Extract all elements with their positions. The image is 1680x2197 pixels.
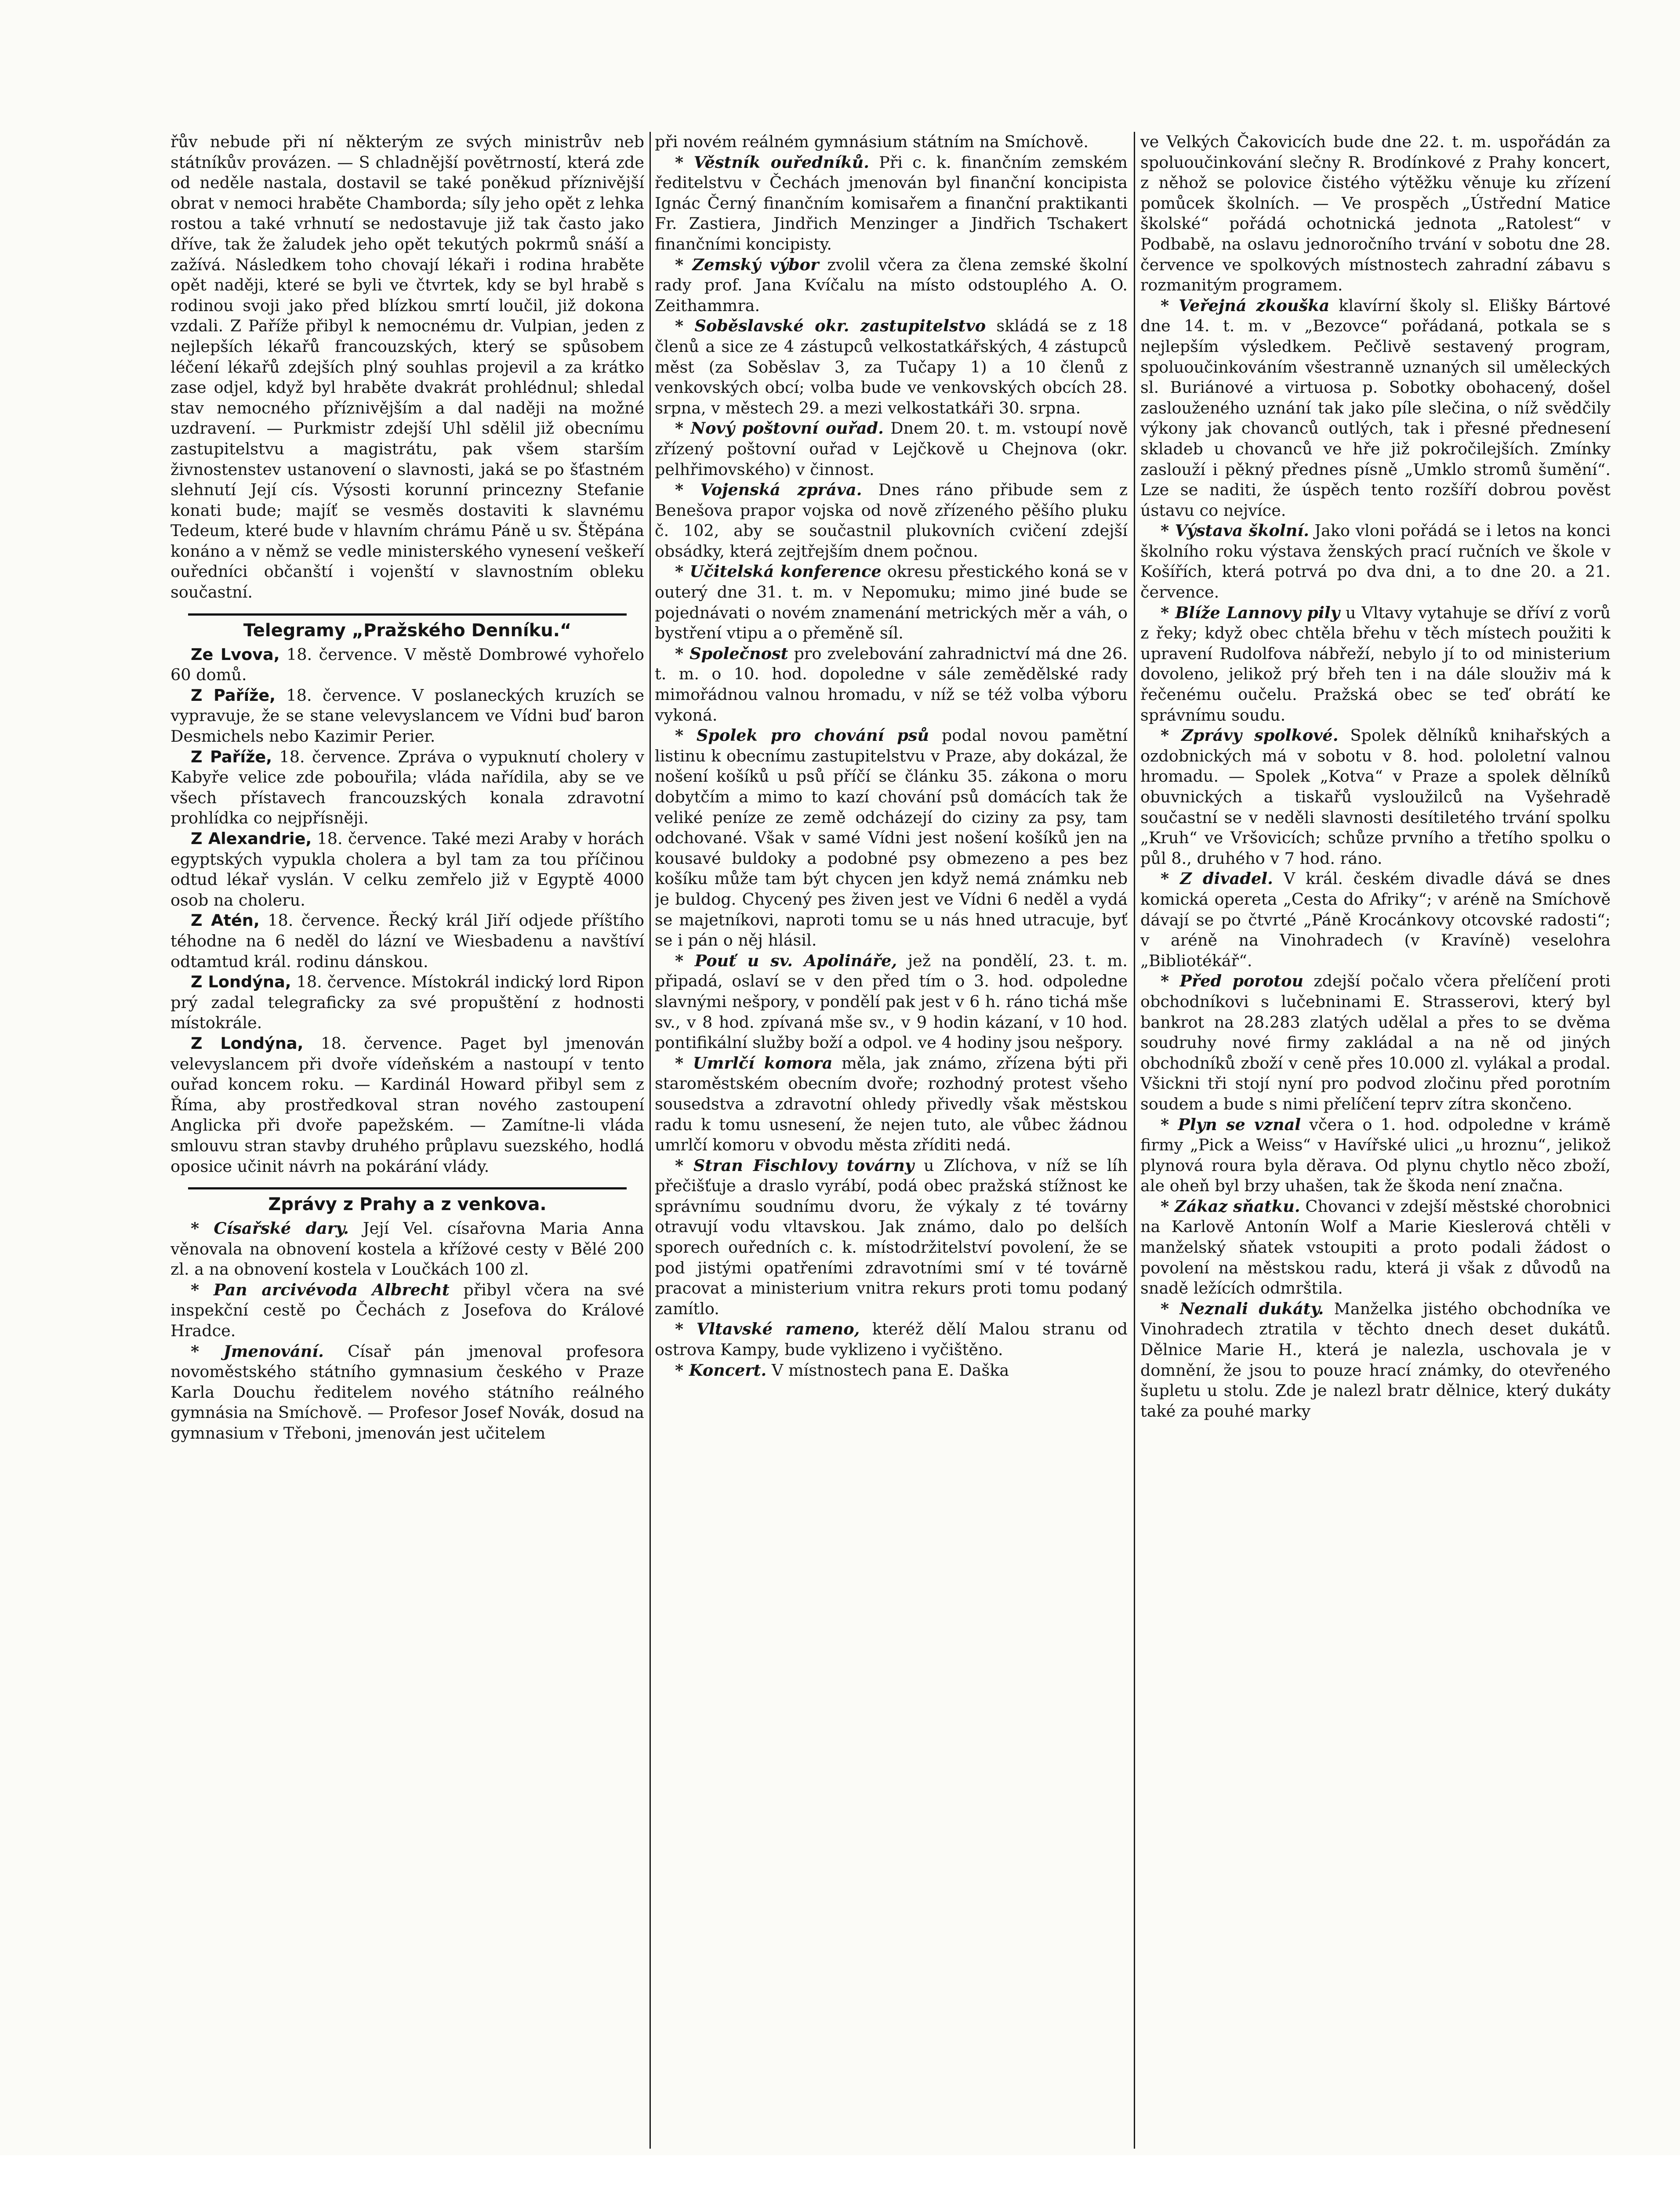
article-text: 18. července. Místokrál indický lord Ripon prý zadal telegraficky za své propuštění z hodnosti místokrále.: [171, 972, 644, 1033]
article-heading: * Zprávy spolkové.: [1161, 726, 1339, 745]
section-title: Telegramy „Pražského Denníku.“: [243, 620, 572, 641]
article-text: 18. července. V městě Dombrowé vyhořelo 60 domů.: [171, 645, 644, 685]
article-paragraph: [171, 1218, 644, 1280]
article-text: Spolek dělníků knihařských a ozdobnických má v sobotu v 8. hod. pololetní valnou hromadu. — Spolek „Kotva“ v Praze a spolek dělníků obuvnických a tiskařů vysloužilců na Vyšehradě součastní se v neděli slavnosti desítiletého trvání spolku „Kruh“ ve Vršovicích; schůze prvního a třetího spolku o půl 8., druhého v 7 hod. ráno.: [1140, 726, 1611, 868]
article-heading: * Jmenování.: [191, 1341, 324, 1361]
article-paragraph: [655, 316, 1128, 418]
column-divider: [650, 132, 651, 2149]
article-text: Dnes ráno přibude sem z Benešova prapor vojska od nově zřízeného pěšího pluku č. 102, aby se součastnil plukovních cvičení zdejší obsádky, která zejtřejším dnem počnou.: [655, 480, 1128, 561]
article-text: 18. července. Zpráva o vypuknutí cholery v Kabyře velice zde pobouřila; vláda nařídila, aby se ve všech přístavech francouzských konala zdravotní prohlídka co nejpřísněji.: [171, 747, 644, 828]
article-paragraph: [655, 951, 1128, 1053]
article-text: zvolil včera za člena zemské školní rady prof. Jana Kvíčalu na místo odstouplého A. O. Zeithammra.: [655, 255, 1128, 315]
article-heading: * Nový poštovní ouřad.: [675, 419, 884, 438]
article-text: u Zlíchova, v níž se líh přečišťuje a draslo vyrábí, podá obec pražská stížnost ke správnímu soudnímu dvoru, že výkaly z té továrny otravují vodu vltavskou. Jak známo, dalo po delších sporech ouředních c. k. místodržitelství povolení, že se pod jistými opatřeními zdravotními smí v té továrně pracovat a ministerium vnitra rekurs proti tomu podaný zamítlo.: [655, 1156, 1128, 1318]
article-text: 18. července. Řecký král Jiří odjede příštího téhodne na 6 neděl do lázní ve Wiesbadenu a navštíví odtamtud král. rodinu dánskou.: [171, 911, 644, 971]
article-text: přibyl včera na své inspekční cestě po Čechách z Josefova do Králové Hradce.: [171, 1280, 644, 1341]
article-paragraph: [171, 747, 644, 829]
article-paragraph: [1140, 603, 1611, 726]
article-heading: * Blíže Lannovy pily: [1161, 603, 1340, 622]
article-paragraph: [655, 1156, 1128, 1320]
article-text: 18. července. V poslaneckých kruzích se vypravuje, že se stane velevyslancem ve Vídni buď baron Desmichels nebo Kazimir Perier.: [171, 685, 644, 746]
article-paragraph: [171, 1033, 644, 1177]
article-paragraph: [1140, 521, 1611, 602]
article-text: Manželka jistého obchodníka ve Vinohradech ztratila v těchto dnech deset dukátů. Dělnice Marie H., která je nalezla, uschovala je v domnění, že jsou to pouze hrací známky, do otevřeného šupletu u stolu. Zde je nalezl bratr dělnice, který dukáty také za pouhé marky: [1140, 1299, 1611, 1421]
article-text: zdejší počalo včera přelíčení proti obchodníkovi s lučebninami E. Strasserovi, který byl bankrot na 28.283 zlatých udělal a přes to se dvěma soudruhy nové firmy zakládal a na ně od jiných obchodníků zboží v ceně přes 10.000 zl. vylákal a prodal. Všickni tři stojí nyní pro podvod zločinu před porotním soudem a bude s nimi přelíčení teprv zítra skončeno.: [1140, 972, 1611, 1113]
article-paragraph: [655, 644, 1128, 725]
article-paragraph: [655, 1360, 1128, 1381]
article-paragraph: [655, 725, 1128, 951]
article-text: Císař pán jmenoval profesora novoměstského státního gymnasium českého v Praze Karla Douchu ředitelem nového státního reálného gymnásia na Smíchově. — Profesor Josef Novák, dosud na gymnasium v Třeboni, jmenován jest učitelem: [171, 1341, 644, 1443]
article-paragraph: [655, 1053, 1128, 1156]
article-paragraph: [655, 132, 1128, 152]
dateline: Ze Lvova,: [191, 645, 280, 664]
dateline: Z Paříže,: [191, 747, 272, 766]
article-text: Dnem 20. t. m. vstoupí nově zřízený poštovní ouřad v Lejčkově u Chejnova (okr. pelhřimovského) v činnost.: [655, 419, 1128, 479]
article-heading: * Z divadel.: [1161, 869, 1273, 888]
page-margin: [0, 2155, 1680, 2197]
article-paragraph: [171, 972, 644, 1033]
article-heading: * Pouť u sv. Apolináře,: [675, 951, 897, 970]
article-heading: * Vltavské rameno,: [675, 1320, 860, 1339]
article-paragraph: [655, 562, 1128, 643]
article-text: 18. července. Paget byl jmenován velevyslancem při dvoře vídeňském a nastoupí v tento ouřad koncem roku. — Kardinál Howard přibyl sem z Říma, aby prostředkoval stran nového zastoupení Anglicka při dvoře papežském. — Zamítne-li vláda smlouvu stran stavby druhého průplavu suezského, hodlá oposice učinit návrh na pokárání vlády.: [171, 1033, 644, 1176]
article-text: klavírní školy sl. Elišky Bártové dne 14. t. m. v „Bezovce“ pořádaná, potkala se s nejlepším výsledkem. Pečlivě sestavený program, spoluoučinkováním všestranně uznaných sil uměleckých sl. Buriánové a virtuosa p. Sobotky obohacený, došel zaslouženého uznání tak jako píle slečina, o níž svědčily výkony jak chovanců outlých, tak i přesné přednesení skladeb u chovanců ve hře již pokročilejších. Zmínky zaslouží i pěkný přednes písně „Umklo stromů šumění“. Lze se naditi, že úspěch tento rozšíří dobrou pověst ústavu co nejvíce.: [1140, 296, 1611, 520]
article-text: podal novou pamětní listinu k obecnímu zastupitelstvu v Praze, aby dokázal, že nošení košíků u psů příčí se článku 35. zákona o moru dobytčím a mimo to kazí chování psů domácích tak že veliké peníze ze země odcházejí do ciziny za psy, tam odchované. Však v samé Vídni jest nošení košíků jen na kousavé buldoky a podobné psy obmezeno a pes bez košíku může tam být chycen jen když nemá známku neb je buldog. Chycený pes živen jest ve Vídni 6 neděl a vydá se majetníkovi, naproti tomu se u nás hned utracuje, byť se i pán o něj hlásil.: [655, 726, 1128, 950]
article-text: skládá se z 18 členů a sice ze 4 zástupců velkostatkářských, 4 zástupců měst (za Soběslav 3, za Tučapy 1) a 10 členů z venkovských obcí; volba bude ve venkovských obcích 28. srpna, v městech 29. a mezi velkostatkáři 30. srpna.: [655, 316, 1128, 417]
article-heading: * Koncert.: [675, 1360, 767, 1380]
article-paragraph: [171, 1341, 644, 1444]
dateline: Z Atén,: [191, 911, 260, 930]
article-heading: * Pan arcivévoda Albrecht: [191, 1280, 450, 1299]
article-text: Její Vel. císařovna Maria Anna věnovala na obnovení kostela a křížové cesty v Bělé 200 zl. a na obnovení kostela v Loučkách 100 zl.: [171, 1219, 644, 1279]
column-3: [1140, 132, 1611, 2153]
article-text: u Vltavy vytahuje se dříví z vorů z řeky; když obec chtěla břehu v těch místech použiti k upravení Rudolfova nábřeží, nebylo jí to od ministerium dovoleno, jelikož prý břeh ten i na dále slouživ má k řečenému oučelu. Pražská obec se teď obrátí ke správnímu soudu.: [1140, 603, 1611, 725]
article-paragraph: [655, 1319, 1128, 1360]
column-2: [655, 132, 1128, 2153]
article-paragraph: [171, 1280, 644, 1341]
article-paragraph: [1140, 296, 1611, 521]
article-paragraph: [655, 255, 1128, 316]
article-heading: * Výstava školní.: [1161, 521, 1309, 540]
article-text: jež na pondělí, 23. t. m. připadá, oslaví se v den před tím o 3. hod. odpoledne slavnými nešpory, v pondělí pak jest v 6 h. ráno tichá mše sv., v 8 hod. zpívaná mše sv., v 9 hodin kázaní, v 10 hod. pontifikální služby boží a odpol. ve 4 hodiny jsou nešpory.: [655, 951, 1128, 1052]
article-paragraph: [171, 685, 644, 747]
article-heading: * Věstník ouředníků.: [675, 152, 869, 172]
article-heading: * Zemský výbor: [675, 255, 819, 274]
article-paragraph: [171, 910, 644, 972]
article-heading: * Před porotou: [1161, 972, 1304, 991]
article-heading: * Vojenská zpráva.: [675, 480, 862, 500]
article-text: ve Velkých Čakovicích bude dne 22. t. m. uspořádán za spoluoučinkování slečny R. Brodínkové z Prahy koncert, z něhož se polovice čistého výtěžku věnuje ku zřízení pomůcek školních. — Ve prospěch „Ústřední Matice školské“ pořádá ochotnická jednota „Ratolest“ v Podbabě, na oslavu jednoročního trvání v sobotu dne 28. července ve spolkových místnostech zahradní zábavu s rozmanitým programem.: [1140, 132, 1611, 295]
section-rule: [188, 1187, 627, 1189]
article-text: Chovanci v zdejší městské chorobnici na Karlově Antonín Wolf a Marie Kieslerová chtěli v manželský sňatek vstoupiti a proto podali žádost o povolení na městskou radu, která ji však z důvodů na snadě ležících odmrštila.: [1140, 1196, 1611, 1298]
article-text: Při c. k. finančním zemském ředitelstvu v Čechách jmenován byl finanční koncipista Ignác Černý finančním komisařem a finanční praktikanti Fr. Zastiera, Jindřich Menzinger a Jindřich Tschakert finančními koncipisty.: [655, 152, 1128, 254]
article-paragraph: [1140, 971, 1611, 1114]
article-text: okresu přestického koná se v outerý dne 31. t. m. v Nepomuku; mimo jiné bude se pojednávati o novém znamenání metrických měr a váh, o bystření vtipu a o přeměně síl.: [655, 562, 1128, 643]
article-text: kteréž dělí Malou stranu od ostrova Kampy, bude vyklizeno i vyčištěno.: [655, 1320, 1128, 1360]
article-text: 18. července. Také mezi Araby v horách egyptských vypukla cholera a byl tam za tou příčinou odtud lékař vyslán. V celku zemřelo již v Egyptě 4000 osob na choleru.: [171, 829, 644, 910]
article-heading: * Společnost: [675, 644, 788, 663]
article-heading: * Umrlčí komora: [675, 1053, 833, 1073]
column-1: [171, 132, 644, 2153]
article-paragraph: [171, 645, 644, 685]
article-paragraph: [655, 152, 1128, 255]
article-text: včera o 1. hod. odpoledne v krámě firmy „Pick a Weiss“ v Havířské ulici „u hroznu“, jelikož plynová roura byla děrava. Od plynu chytlo něco zboží, ale oheň byl brzy uhašen, tak že škoda není značna.: [1140, 1115, 1611, 1196]
article-text: při novém reálném gymnásium státním na Smíchově.: [655, 132, 1089, 151]
article-heading: * Stran Fischlovy továrny: [675, 1156, 914, 1175]
article-heading: * Císařské dary.: [191, 1219, 349, 1238]
dateline: Z Londýna,: [191, 972, 291, 992]
article-paragraph: [171, 829, 644, 910]
article-paragraph: [171, 132, 644, 603]
dateline: Z Londýna,: [191, 1033, 304, 1053]
article-text: V místnostech pana E. Daška: [766, 1360, 1009, 1380]
article-paragraph: [1140, 725, 1611, 869]
article-paragraph: [1140, 1299, 1611, 1422]
article-paragraph: [655, 480, 1128, 562]
article-heading: * Soběslavské okr. zastupitelstvo: [675, 316, 986, 336]
article-paragraph: [1140, 869, 1611, 971]
article-text: řův nebude při ní některým ze svých ministrův neb státníkův provázen. — S chladnější povětrností, která zde od neděle nastala, dostavil se také poněkud příznivější obrat v nemoci hraběte Chamborda; síly jeho opět z lehka rostou a také vrhnutí se nedostavuje již tak často jako dříve, tak že žaludek jeho opět tekutých pokrmů snáší a zažívá. Následkem toho chovají lékaři i rodina hraběte opět naději, které se byli ve čtvrtek, kdy se byl hrabě s rodinou svoji jako před blízkou smrtí loučil, již dokona vzdali. Z Paříže přibyl k nemocnému dr. Vulpian, jeden z nejlepších lékařů francouzských, který se spůsobem léčení lékařů zdejších plný souhlas projevil a za krátko zase odjel, když byl hraběte dvakrát prohlédnul; shledal stav nemocného příznivějším a dal naději na možné uzdravení. — Purkmistr zdejší Uhl sdělil již obecnímu zastupitelstvu a magistrátu, pak všem starším živnostenstev ustanovení o slavnosti, jaká se po šťastném slehnutí Její cís. Výsosti korunní princezny Stefanie konati bude; majíť se vesměs dostaviti k slavnému Tedeum, které bude v hlavním chrámu Páně u sv. Štěpána konáno a v němž se vedle ministerského vynesení veškeří ouředníci občanští i vojenští v slavnostním obleku součastní.: [171, 132, 644, 602]
article-paragraph: [655, 418, 1128, 480]
article-heading: * Veřejná zkouška: [1161, 296, 1330, 315]
article-heading: * Neznali dukáty.: [1161, 1299, 1324, 1318]
article-paragraph: [1140, 1115, 1611, 1196]
dateline: Z Alexandrie,: [191, 829, 312, 848]
article-heading: * Učitelská konference: [675, 562, 882, 581]
article-heading: * Plyn se vznal: [1161, 1115, 1301, 1134]
article-heading: * Zákaz sňatku.: [1161, 1196, 1300, 1216]
article-text: měla, jak známo, zřízena býti při staroměstském obecním dvoře; rozhodný protest všeho sousedstva a zdravotní ohledy přivedly však městskou radu k tomu usnesení, že nejen tuto, ale vůbec žádnou umrlčí komoru v obvodu města zříditi nedá.: [655, 1053, 1128, 1155]
column-divider: [1134, 132, 1135, 2149]
section-title: Zprávy z Prahy a z venkova.: [268, 1194, 547, 1215]
section-rule: [188, 613, 627, 616]
article-text: Jako vloni pořádá se i letos na konci školního roku výstava ženských prací ručních ve škole v Košířích, která potrvá po dva dni, a to dne 20. a 21. července.: [1140, 521, 1611, 602]
article-heading: * Spolek pro chování psů: [675, 726, 929, 745]
dateline: Z Paříže,: [191, 685, 276, 705]
article-text: V král. českém divadle dává se dnes komická opereta „Cesta do Afriky“; v aréně na Smíchově dávají se po čtvrté „Páně Krocánkovy otcovské radosti“; v aréně na Vinohradech (v Kravíně) veselohra „Bibliotékář“.: [1140, 869, 1611, 970]
article-paragraph: [1140, 1196, 1611, 1299]
article-text: pro zvelebování zahradnictví má dne 26. t. m. o 10. hod. dopoledne v sále zemědělské rady mimořádnou valnou hromadu, v níž se též volba výboru vykoná.: [655, 644, 1128, 725]
article-paragraph: [1140, 132, 1611, 296]
